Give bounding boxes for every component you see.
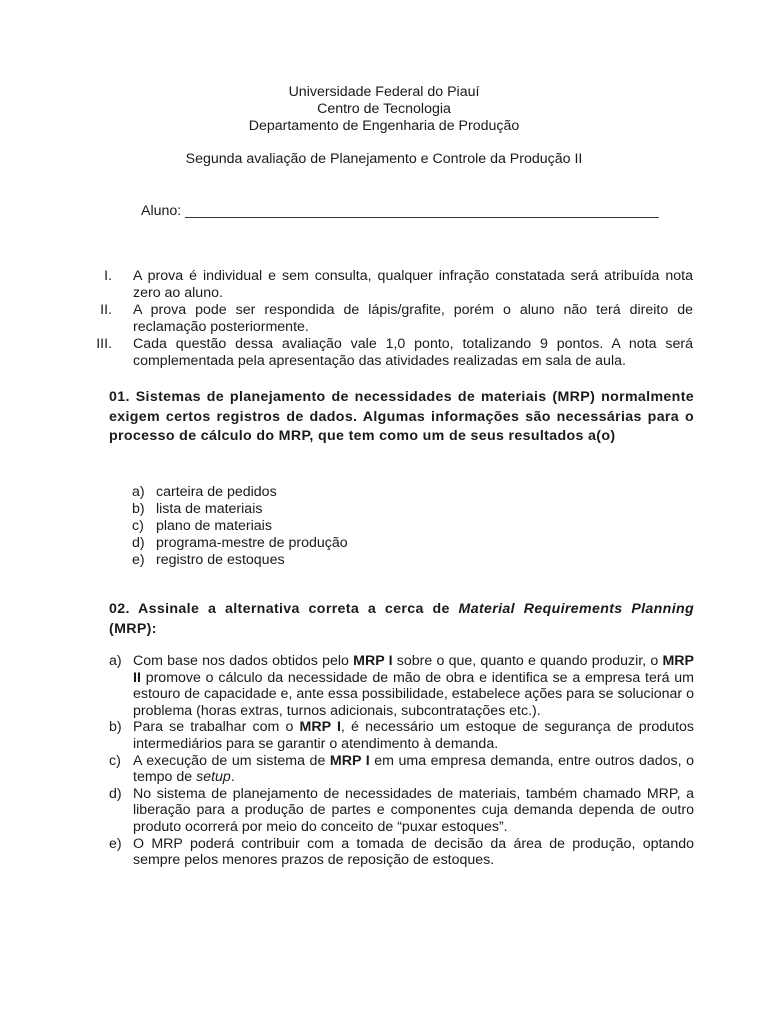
option-text: No sistema de planejamento de necessidades de materiais, também chamado MRP, a liberação para a produção de partes e componentes cuja demanda dependa de outro produto ocorrerá por meio do conceito de “puxar estoques”. <box>133 785 694 835</box>
option-text-part: Com base nos dados obtidos pelo <box>133 653 349 669</box>
option-letter: e) <box>132 552 145 568</box>
option-text: programa-mestre de produção <box>156 535 348 551</box>
university-name: Universidade Federal do Piauí <box>288 84 480 100</box>
exam-rules-list <box>76 268 693 370</box>
option-letter: b) <box>132 501 145 517</box>
rule-number: II. <box>100 302 112 318</box>
student-name-line: Aluno: ____________________________________________________________ <box>141 203 659 219</box>
question-2-text: Assinale a alternativa correta a cerca de <box>138 601 450 617</box>
option-text: registro de estoques <box>156 552 285 568</box>
option-item <box>109 786 694 836</box>
option-item <box>109 836 694 869</box>
option-item <box>132 552 348 569</box>
option-text-part: promove o cálculo da necessidade de mão de obra e identifica se a empresa terá um estouro de capacidade e, ante essa possibilidade, estabelece ações para se solucionar o problema (horas extras, turnos adicionais, subcontratações etc.). <box>133 669 694 719</box>
exam-title: Segunda avaliação de Planejamento e Controle da Produção II <box>185 151 583 167</box>
rule-number: I. <box>104 268 112 284</box>
option-bold-term: MRP II <box>133 653 694 686</box>
rule-text: Cada questão dessa avaliação vale 1,0 ponto, totalizando 9 pontos. A nota será complementada pela apresentação das atividades realizadas em sala de aula. <box>133 336 693 369</box>
option-item <box>132 501 348 518</box>
question-1-options <box>132 484 348 569</box>
option-letter: c) <box>109 752 121 769</box>
option-italic-term: setup <box>196 769 231 786</box>
question-1-number: 01. <box>109 389 130 405</box>
option-item <box>109 753 694 786</box>
rule-item <box>76 302 693 336</box>
question-2-statement <box>109 600 694 639</box>
option-text: plano de materiais <box>156 518 272 534</box>
rule-text: A prova é individual e sem consulta, qualquer infração constatada será atribuída nota zero ao aluno. <box>133 268 693 301</box>
option-bold-term: MRP I <box>329 752 370 769</box>
rule-item <box>76 268 693 302</box>
question-2-italic-term: Material Requirements Planning <box>458 601 695 617</box>
option-letter: b) <box>109 719 122 736</box>
option-letter: c) <box>132 518 144 534</box>
option-text <box>133 653 694 719</box>
department-name: Departamento de Engenharia de Produção <box>248 118 520 134</box>
option-letter: d) <box>109 785 122 802</box>
option-text-part: em uma empresa demanda, entre outros dados, o tempo de <box>133 752 694 786</box>
option-text <box>133 753 694 786</box>
option-text-part: Para se trabalhar com o <box>133 719 294 736</box>
rule-text: A prova pode ser respondida de lápis/grafite, porém o aluno não terá direito de reclamação posteriormente. <box>133 302 693 335</box>
option-item <box>132 484 348 501</box>
rule-number: III. <box>96 336 112 352</box>
document-header <box>0 84 768 135</box>
question-2-text-end: (MRP): <box>109 620 157 637</box>
option-letter: e) <box>109 835 122 852</box>
option-text: carteira de pedidos <box>156 484 277 500</box>
option-text-part: . <box>230 769 235 786</box>
option-item <box>132 535 348 552</box>
option-bold-term: MRP I <box>299 719 341 736</box>
option-item <box>109 719 694 752</box>
option-letter: d) <box>132 535 145 551</box>
option-text: lista de materiais <box>156 501 263 517</box>
question-1-text: Sistemas de planejamento de necessidades de materiais (MRP) normalmente exigem certos registros de dados. Algumas informações são necessárias para o processo de cálculo do MRP, que tem como um de seus resultados a(o) <box>109 389 695 444</box>
question-2-options <box>109 653 694 869</box>
option-text-part: sobre o que, quanto e quando produzir, o <box>396 653 659 669</box>
option-letter: a) <box>109 653 122 669</box>
rule-item <box>76 336 693 370</box>
option-text-part: , é necessário um estoque de segurança de produtos intermediários para se garantir o atendimento à demanda. <box>133 719 694 752</box>
option-item <box>132 518 348 535</box>
question-1-statement <box>109 388 694 447</box>
option-item <box>109 653 694 719</box>
option-text-part: A execução de um sistema de <box>133 752 326 769</box>
center-name: Centro de Tecnologia <box>317 101 451 117</box>
option-text <box>133 719 694 752</box>
question-2-number: 02. <box>109 601 130 617</box>
option-bold-term: MRP I <box>353 653 393 669</box>
option-letter: a) <box>132 484 145 500</box>
option-text: O MRP poderá contribuir com a tomada de decisão da área de produção, optando sempre pelos menores prazos de reposição de estoques. <box>133 835 694 869</box>
